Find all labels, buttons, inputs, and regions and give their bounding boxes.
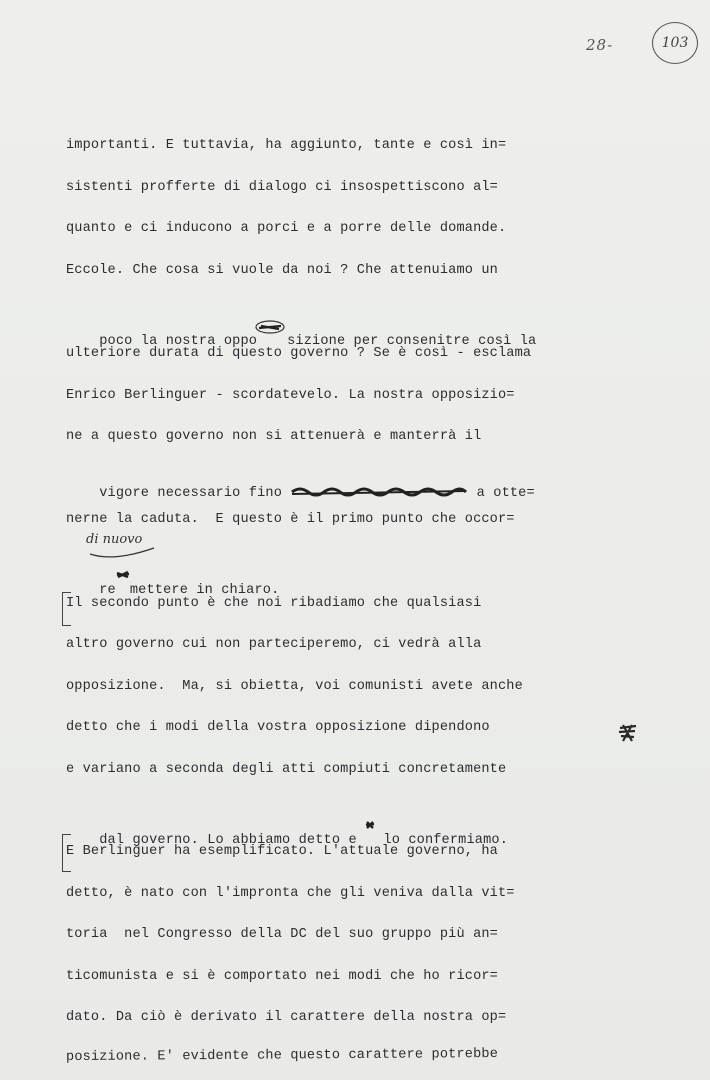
text-line-end: sizione per consenitre così la [287,334,537,349]
strike-scribble-icon [255,318,285,334]
ink-blot-icon [116,569,130,581]
ink-blot-icon [365,819,375,831]
struck-out-word [257,319,287,349]
text-line: altro governo cui non parteciperemo, ci vedrà alla [66,637,482,652]
text-line: ticomunista e si è comportato nei modi che ho ricor= [66,969,498,984]
text-line: ne a questo governo non si attenuerà e manterrà il [66,429,482,444]
text-line-start: vigore necessario fino [99,486,283,501]
archive-stamp: 103 [652,22,698,64]
text-line-end: lo confermiamo. [383,833,509,848]
page-number: 28- [586,36,614,54]
text-line [66,471,535,516]
struck-out-char [116,568,130,598]
text-line: Eccole. Che cosa si vuole da noi ? Che attenuiamo un [66,263,498,278]
text-line: sistenti profferte di dialogo ci insospettiscono al= [66,180,498,195]
text-line-start: re [99,583,116,598]
text-line: E Berlinguer ha esemplificato. L'attuale governo, ha [66,844,498,859]
text-line: detto che i modi della vostra opposizione dipendono [66,720,490,735]
text-line: quanto e ci inducono a porci e a porre delle domande. [66,221,507,236]
text-line: Enrico Berlinguer - scordatevelo. La nostra opposizio= [66,388,515,403]
text-line: e variano a seconda degli atti compiuti concretamente [66,762,507,777]
text-line: importanti. E tuttavia, ha aggiunto, tante e così in= [66,138,507,153]
text-line-end: mettere in chiaro. [129,583,280,598]
text-line: posizione. E' evidente che questo carattere potrebbe [65,1046,499,1065]
text-line: nerne la caduta. E questo è il primo punto che occor= [66,512,515,527]
text-line: detto, è nato con l'impronta che gli veniva dalla vit= [66,886,515,901]
text-line-start: poco la nostra oppo [99,334,258,349]
text-line: dato. Da ciò è derivato il carattere della nostra op= [66,1010,507,1025]
text-line-end: a otte= [476,486,535,501]
handwritten-insertion: di nuovo [86,532,143,547]
text-line: toria nel Congresso della DC del suo gruppo più an= [66,927,498,942]
text-line: opposizione. Ma, si obietta, voi comunisti avete anche [66,679,523,694]
struck-out-text [290,486,468,498]
text-line: Il secondo punto è che noi ribadiamo che qualsiasi [66,596,482,611]
margin-ink-mark-icon [618,722,638,744]
strike-scribble-icon [290,485,470,499]
text-line: ulteriore durata di questo governo ? Se è così - esclama [66,346,532,361]
text-line-start: dal governo. Lo abbiamo detto e [99,833,357,848]
